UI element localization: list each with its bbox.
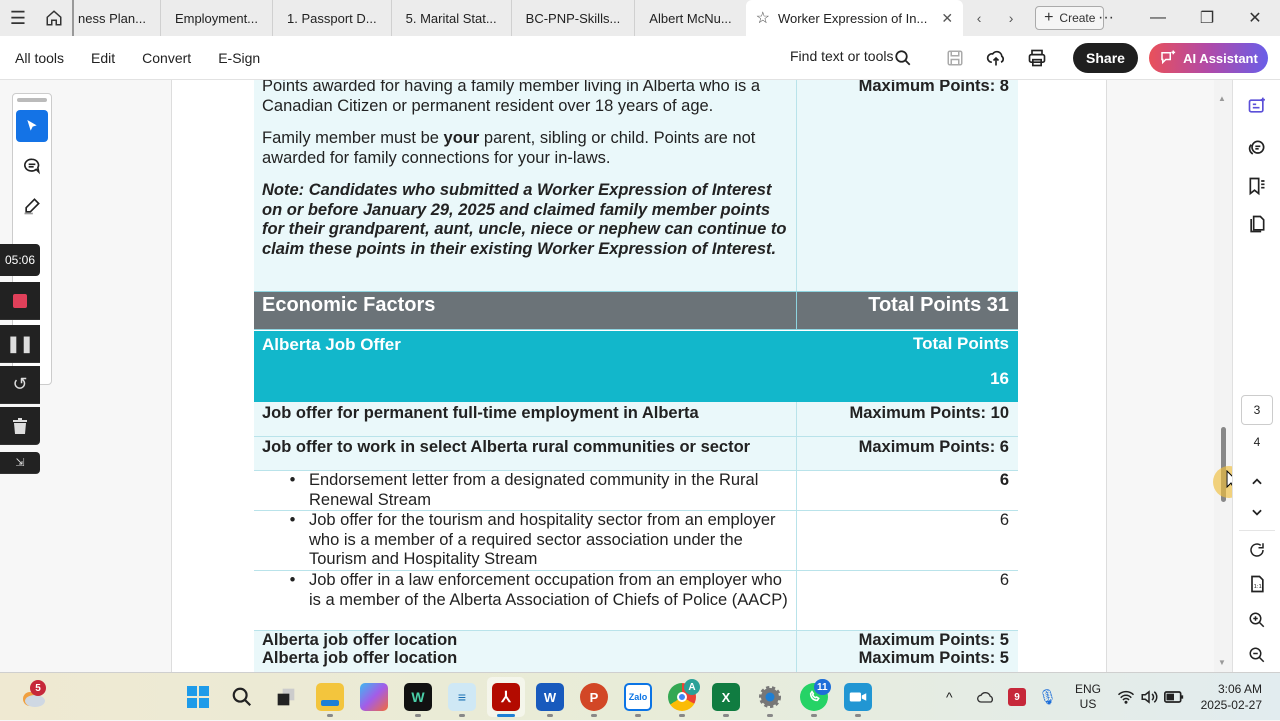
bullet-dot: • bbox=[289, 511, 296, 529]
bookmarks-icon[interactable] bbox=[1245, 174, 1269, 198]
notepad-glyph: ≡ bbox=[457, 689, 467, 705]
select-tool-icon[interactable] bbox=[16, 110, 48, 142]
tray-app-icon[interactable] bbox=[1008, 673, 1026, 721]
bullet-points: 6 bbox=[999, 511, 1009, 529]
bullet-row-law-enforcement bbox=[254, 571, 1018, 631]
bullet-dot: • bbox=[289, 471, 296, 489]
row-points-duplicate: Maximum Points: 5 bbox=[858, 648, 1009, 667]
family-member-row bbox=[254, 80, 1018, 292]
economic-factors-total: Total Points 31 bbox=[868, 293, 1009, 316]
tray-app-badge-icon: 9 bbox=[1008, 688, 1026, 706]
cloud-upload-icon[interactable] bbox=[984, 46, 1008, 70]
powerpoint-icon[interactable]: P bbox=[580, 683, 608, 711]
ai-sparkle-chat-icon bbox=[1159, 49, 1177, 67]
volume-icon[interactable] bbox=[1140, 673, 1158, 721]
comments-panel-icon[interactable] bbox=[1245, 136, 1269, 160]
scroll-down-arrow-icon[interactable]: ▼ bbox=[1218, 658, 1226, 667]
acrobat-glyph: ⅄ bbox=[501, 689, 511, 706]
tab-bar bbox=[0, 0, 1280, 36]
running-indicator bbox=[679, 714, 685, 717]
microphone-location-icon[interactable] bbox=[1038, 673, 1057, 721]
running-indicator bbox=[767, 714, 773, 717]
menu-edit[interactable]: Edit bbox=[91, 49, 116, 66]
star-icon[interactable]: ☆ bbox=[755, 10, 770, 27]
family-para-2 bbox=[262, 129, 788, 168]
total-label: Total Points bbox=[912, 334, 1009, 353]
bullet-points: 6 bbox=[999, 471, 1009, 489]
bullet-cell bbox=[254, 471, 797, 510]
row-points: Maximum Points: 5 bbox=[858, 631, 1009, 649]
notepad-icon[interactable] bbox=[448, 683, 476, 711]
tab-label: 1. Passport D... bbox=[287, 10, 377, 26]
family-member-description bbox=[254, 80, 797, 291]
row-points: Maximum Points: 10 bbox=[849, 404, 1009, 422]
bullet-row-rural-renewal bbox=[254, 471, 1018, 511]
clock-time: 3:06 AM bbox=[1217, 682, 1262, 696]
webex-glyph: W bbox=[411, 689, 425, 705]
previous-page-icon[interactable] bbox=[1245, 470, 1269, 494]
stop-icon bbox=[13, 294, 27, 308]
total-value: 16 bbox=[990, 369, 1009, 388]
lang-top: ENG bbox=[1075, 682, 1102, 696]
menu-convert[interactable]: Convert bbox=[142, 49, 192, 66]
running-indicator bbox=[459, 714, 465, 717]
print-icon[interactable] bbox=[1025, 46, 1049, 70]
delete-recording-button[interactable] bbox=[0, 407, 40, 445]
running-indicator bbox=[547, 714, 553, 717]
current-page-box[interactable]: 3 bbox=[1241, 395, 1273, 425]
tab-bc-pnp-skills[interactable] bbox=[512, 0, 636, 36]
plus-icon: + bbox=[1044, 9, 1054, 26]
menu-all-tools[interactable]: All tools bbox=[15, 49, 65, 66]
comment-tool-icon[interactable] bbox=[16, 150, 48, 182]
running-indicator bbox=[327, 714, 333, 717]
text: Family member must be bbox=[262, 129, 444, 147]
family-para-1: Points awarded for having a family member living in Alberta who is a Canadian Citizen or permanent resident over 18 years of age. bbox=[262, 80, 760, 115]
close-window-icon[interactable]: ✕ bbox=[1248, 10, 1262, 27]
restart-icon: ↺ bbox=[12, 374, 28, 394]
bullet-dot: • bbox=[289, 571, 296, 589]
running-indicator bbox=[635, 714, 641, 717]
bullet-cell bbox=[254, 571, 797, 630]
alberta-job-offer-title: Alberta Job Offer bbox=[262, 335, 401, 354]
restore-icon[interactable]: ❐ bbox=[1199, 10, 1215, 27]
windows-taskbar bbox=[0, 672, 1280, 720]
webex-icon[interactable] bbox=[404, 683, 432, 711]
tab-business-plan[interactable] bbox=[72, 0, 161, 36]
settings-icon[interactable] bbox=[756, 683, 784, 711]
battery-icon[interactable] bbox=[1164, 673, 1184, 721]
bullet-row-tourism bbox=[254, 511, 1018, 571]
bullet-points: 6 bbox=[999, 571, 1009, 589]
ai-label: AI Assistant bbox=[1183, 50, 1258, 66]
row-label: Job offer to work in select Alberta rural communities or sector bbox=[254, 437, 797, 470]
zoom-in-icon[interactable] bbox=[1245, 608, 1269, 632]
home-icon[interactable] bbox=[36, 0, 72, 36]
menu-icon[interactable]: ☰ bbox=[9, 7, 27, 28]
show-hidden-icons[interactable] bbox=[946, 673, 953, 721]
minimize-icon[interactable]: — bbox=[1150, 9, 1166, 26]
word-icon[interactable]: W bbox=[536, 683, 564, 711]
zoom-out-icon[interactable] bbox=[1245, 643, 1269, 667]
start-button-icon[interactable] bbox=[184, 683, 212, 711]
running-indicator bbox=[723, 714, 729, 717]
onedrive-icon[interactable] bbox=[976, 673, 996, 721]
economic-factors-header bbox=[254, 292, 1018, 330]
chevron-right-icon[interactable]: › bbox=[1008, 10, 1014, 26]
running-indicator bbox=[415, 714, 421, 717]
collapse-recorder-button[interactable] bbox=[0, 452, 40, 474]
system-clock[interactable] bbox=[1198, 681, 1262, 713]
mic-icon: 🎙︎ bbox=[1038, 689, 1058, 706]
collapse-icon: ⇲ bbox=[15, 457, 25, 469]
drag-handle[interactable] bbox=[17, 98, 47, 102]
job-offer-row-rural bbox=[254, 437, 1018, 471]
tab-albert-mcnu[interactable] bbox=[635, 0, 745, 36]
right-rail bbox=[1232, 80, 1280, 672]
close-tab-icon[interactable]: ✕ bbox=[941, 9, 954, 26]
create-label: Create bbox=[1059, 11, 1096, 25]
chevron-left-icon[interactable]: ‹ bbox=[976, 10, 982, 26]
highlight-tool-icon[interactable] bbox=[16, 190, 48, 222]
stop-recording-button[interactable] bbox=[0, 282, 40, 320]
tab-worker-expression[interactable] bbox=[746, 0, 963, 36]
family-note: Note: Candidates who submitted a Worker Expression of Interest on or before January 29, 2025 and claimed family member points for their grandparent, aunt, uncle, niece or nephew can continue to claim these points in their existing Worker Expression of Interest. bbox=[262, 181, 787, 258]
pages-thumbnail-icon[interactable] bbox=[1245, 212, 1269, 236]
tab-label: Albert McNu... bbox=[649, 10, 732, 26]
restart-recording-button[interactable] bbox=[0, 366, 40, 404]
row-points-cell bbox=[797, 631, 1018, 672]
chrome-center bbox=[677, 692, 687, 702]
vertical-scrollbar[interactable] bbox=[1214, 80, 1232, 672]
tab-label: ness Plan... bbox=[78, 10, 146, 26]
task-view-icon[interactable] bbox=[272, 683, 300, 711]
find-text-or-tools[interactable]: Find text or tools bbox=[790, 48, 894, 64]
trash-icon bbox=[13, 418, 27, 434]
scroll-up-arrow-icon[interactable]: ▲ bbox=[1218, 94, 1226, 103]
chevron-up-icon: ^ bbox=[946, 689, 953, 705]
weather-badge: 5 bbox=[30, 680, 46, 696]
pause-recording-button[interactable] bbox=[0, 325, 40, 363]
tab-marital-status[interactable] bbox=[392, 0, 512, 36]
tab-passport[interactable] bbox=[273, 0, 392, 36]
camera-app-icon[interactable] bbox=[844, 683, 872, 711]
running-indicator bbox=[591, 714, 597, 717]
bullet-text: Endorsement letter from a designated community in the Rural Renewal Stream bbox=[309, 471, 759, 509]
bullet-cell bbox=[254, 511, 797, 570]
language-indicator[interactable] bbox=[1075, 673, 1101, 721]
tab-label: Employment... bbox=[174, 10, 259, 26]
search-icon[interactable] bbox=[891, 46, 915, 70]
ai-assistant-button[interactable] bbox=[1149, 43, 1268, 73]
share-button[interactable] bbox=[1073, 43, 1138, 73]
text: parent, sibling or child. Points are not awarded for family connections for your in-laws. bbox=[262, 129, 756, 167]
row-points: Maximum Points: 6 bbox=[858, 438, 1009, 456]
svg-text:1:1: 1:1 bbox=[1253, 584, 1262, 591]
tab-label: 5. Marital Stat... bbox=[405, 10, 497, 26]
row-label: Alberta job offer location bbox=[262, 631, 458, 649]
running-indicator bbox=[811, 714, 817, 717]
copilot-icon[interactable] bbox=[360, 683, 388, 711]
row-label-duplicate: Alberta job offer location bbox=[262, 648, 458, 667]
alberta-job-offer-total bbox=[797, 331, 1018, 402]
search-taskbar-icon[interactable] bbox=[228, 683, 256, 711]
share-label: Share bbox=[1086, 50, 1125, 66]
total-pages: 4 bbox=[1253, 435, 1261, 449]
chrome-profile-badge: A bbox=[684, 679, 700, 695]
pause-icon: ❚❚ bbox=[6, 335, 34, 353]
economic-factors-title: Economic Factors bbox=[254, 292, 797, 330]
job-offer-row-permanent bbox=[254, 402, 1018, 437]
next-page-icon[interactable] bbox=[1245, 500, 1269, 524]
job-offer-location-row bbox=[254, 631, 1018, 672]
bullet-text: Job offer for the tourism and hospitality sector from an employer who is a member of a required sector association under the Tourism and Hospitality Stream bbox=[309, 511, 776, 568]
file-explorer-icon[interactable] bbox=[316, 683, 344, 711]
document-viewer bbox=[0, 80, 1232, 672]
active-indicator bbox=[497, 714, 515, 717]
whatsapp-badge: 11 bbox=[814, 679, 831, 695]
recording-timer: 05:06 bbox=[0, 244, 40, 276]
bullet-text: Job offer in a law enforcement occupation from an employer who is a member of the Alberta Association of Chiefs of Police (AACP) bbox=[309, 571, 788, 609]
rail-divider bbox=[1239, 530, 1275, 531]
actual-size-icon[interactable] bbox=[1245, 572, 1269, 596]
wifi-icon[interactable] bbox=[1117, 673, 1135, 721]
rotate-icon[interactable] bbox=[1245, 538, 1269, 562]
emphasis-your: your bbox=[443, 129, 480, 147]
menu-e-sign[interactable]: E-Sign bbox=[218, 49, 261, 66]
acrobat-icon[interactable] bbox=[492, 683, 520, 711]
alberta-job-offer-header bbox=[254, 331, 1018, 402]
tab-employment[interactable] bbox=[161, 0, 273, 36]
family-max-points: Maximum Points: 8 bbox=[858, 80, 1009, 95]
row-label-cell bbox=[254, 631, 797, 672]
lang-bottom: US bbox=[1079, 697, 1097, 711]
ai-summary-icon[interactable] bbox=[1245, 94, 1269, 118]
zalo-icon[interactable]: Zalo bbox=[624, 683, 652, 711]
tab-label: BC-PNP-Skills... bbox=[525, 10, 621, 26]
excel-icon[interactable]: X bbox=[712, 683, 740, 711]
clock-date: 2025-02-27 bbox=[1200, 698, 1262, 712]
row-label: Job offer for permanent full-time employment in Alberta bbox=[254, 402, 797, 436]
folder-tab bbox=[321, 700, 339, 706]
running-indicator bbox=[855, 714, 861, 717]
save-icon[interactable] bbox=[943, 46, 967, 70]
more-options-icon[interactable]: ··· bbox=[1098, 9, 1114, 26]
tab-label: Worker Expression of In... bbox=[778, 10, 928, 26]
